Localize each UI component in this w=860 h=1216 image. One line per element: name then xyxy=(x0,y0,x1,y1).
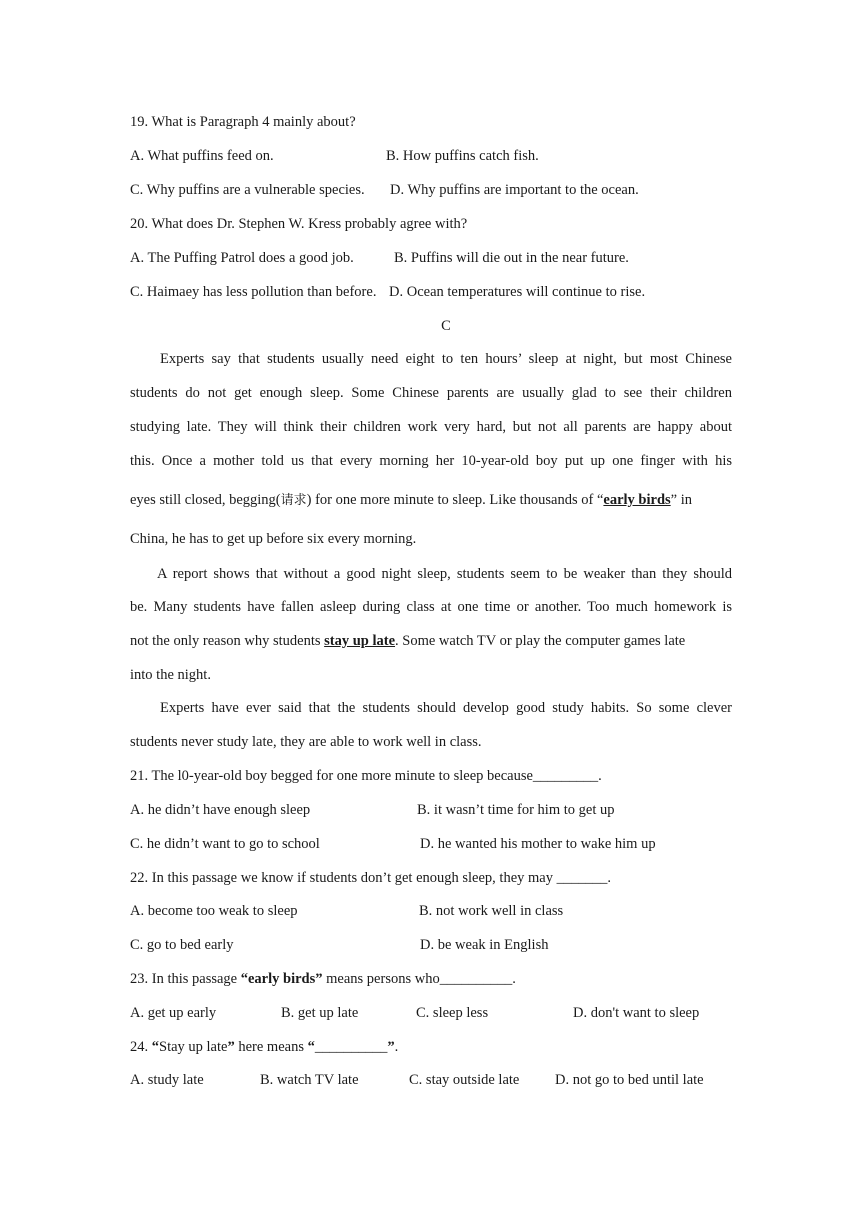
passage-line: Experts have ever said that the students should develop good study habits. So some clever xyxy=(160,700,732,716)
q22-stem: 22. In this passage we know if students don’t get enough sleep, they may _______. xyxy=(130,870,611,886)
q19-option-b: B. How puffins catch fish. xyxy=(386,148,539,164)
q22-option-a: A. become too weak to sleep xyxy=(130,903,298,919)
passage-line xyxy=(130,491,732,510)
q24-quote: ” xyxy=(227,1039,235,1055)
q21-stem: 21. The l0-year-old boy begged for one more minute to sleep because_________. xyxy=(130,768,602,784)
q23-option-c: C. sleep less xyxy=(416,1005,489,1021)
q20-option-c: C. Haimaey has less pollution than before. xyxy=(130,284,377,300)
q19-option-d: D. Why puffins are important to the ocean. xyxy=(390,182,639,198)
q23-option-b: B. get up late xyxy=(281,1005,359,1021)
stay-up-late-term: stay up late xyxy=(324,633,396,649)
q23-stem-text: 23. In this passage xyxy=(130,971,241,987)
q22-option-b: B. not work well in class xyxy=(419,903,564,919)
q24-quote: ” xyxy=(387,1039,395,1055)
q23-option-d: D. don't want to sleep xyxy=(573,1005,700,1021)
q24-stem xyxy=(130,1038,398,1056)
passage-line: into the night. xyxy=(130,667,211,683)
q24-option-d: D. not go to bed until late xyxy=(555,1072,704,1088)
q19-option-c: C. Why puffins are a vulnerable species. xyxy=(130,182,365,198)
passage-line: students never study late, they are able to work well in class. xyxy=(130,734,482,750)
q21-option-c: C. he didn’t want to go to school xyxy=(130,836,320,852)
q23-stem-text: means persons who__________. xyxy=(322,971,516,987)
q24-stem-text: 24. xyxy=(130,1039,152,1055)
passage-line: students do not get enough sleep. Some Chinese parents are usually glad to see their children xyxy=(130,385,732,401)
passage-text: eyes still closed, begging( xyxy=(130,492,281,508)
passage-line: this. Once a mother told us that every morning her 10-year-old boy put up one finger with his xyxy=(130,453,732,469)
q22-option-c: C. go to bed early xyxy=(130,937,234,953)
passage-text: ) for one more minute to sleep. Like thousands of “ xyxy=(306,492,604,508)
early-birds-term: early birds xyxy=(603,492,671,508)
q24-option-b: B. watch TV late xyxy=(260,1072,359,1088)
q20-option-b: B. Puffins will die out in the near future. xyxy=(394,250,629,266)
q23-term: “early birds” xyxy=(240,971,323,987)
q24-blank: __________ xyxy=(314,1039,388,1055)
q22-option-d: D. be weak in English xyxy=(420,937,549,953)
q23-option-a: A. get up early xyxy=(130,1005,217,1021)
passage-line: be. Many students have fallen asleep during class at one time or another. Too much homework is xyxy=(130,599,732,615)
q24-quote: “ xyxy=(151,1039,159,1055)
q21-option-d: D. he wanted his mother to wake him up xyxy=(420,836,656,852)
q24-term: Stay up late xyxy=(159,1039,228,1055)
passage-line xyxy=(130,632,685,650)
q24-quote: “ xyxy=(307,1039,315,1055)
passage-text: ” in xyxy=(670,492,693,508)
q21-option-a: A. he didn’t have enough sleep xyxy=(130,802,311,818)
passage-text: . Some watch TV or play the computer games late xyxy=(395,633,686,649)
passage-line: studying late. They will think their children work very hard, but not all parents are happy about xyxy=(130,419,732,435)
q24-option-a: A. study late xyxy=(130,1072,204,1088)
q19-option-a: A. What puffins feed on. xyxy=(130,148,274,164)
q24-stem-text: . xyxy=(394,1039,399,1055)
q23-stem xyxy=(130,970,516,988)
q20-stem: 20. What does Dr. Stephen W. Kress probably agree with? xyxy=(130,216,468,232)
chinese-gloss: 请求 xyxy=(280,493,307,508)
q20-option-a: A. The Puffing Patrol does a good job. xyxy=(130,250,354,266)
passage-line: China, he has to get up before six every morning. xyxy=(130,531,417,547)
passage-line: A report shows that without a good night sleep, students seem to be weaker than they should xyxy=(157,566,732,582)
q20-option-d: D. Ocean temperatures will continue to rise. xyxy=(389,284,646,300)
q24-stem-text: here means xyxy=(234,1039,308,1055)
q21-option-b: B. it wasn’t time for him to get up xyxy=(417,802,615,818)
section-label: C xyxy=(441,318,451,334)
passage-line: Experts say that students usually need eight to ten hours’ sleep at night, but most Chinese xyxy=(160,351,732,367)
q19-stem: 19. What is Paragraph 4 mainly about? xyxy=(130,114,356,130)
q24-option-c: C. stay outside late xyxy=(409,1072,520,1088)
passage-text: not the only reason why students xyxy=(130,633,325,649)
